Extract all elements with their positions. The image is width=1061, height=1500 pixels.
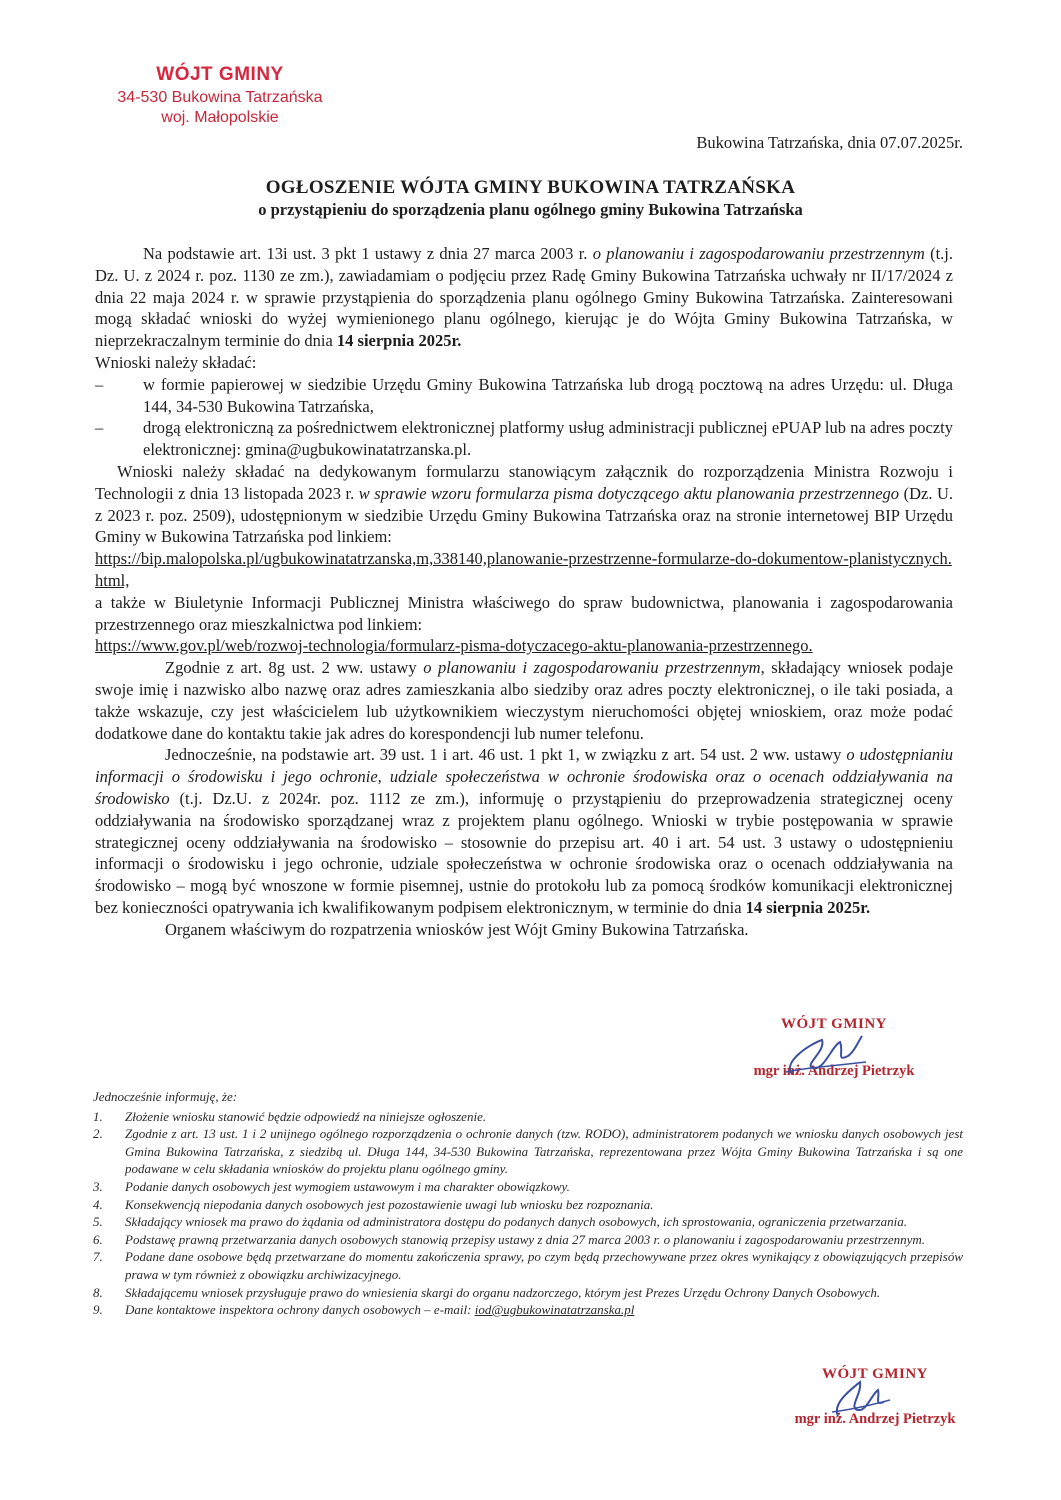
- act-title: o planowaniu i zagospodarowaniu przestrzennym: [423, 658, 761, 678]
- text-span: , składający wniosek podaje swoje imię i nazwisko albo nazwę oraz adres zamieszkania albo siedziby oraz adres poczty elektronicznej, o ile taki posiada, a także wskazuje, czy jest właścicielem lub użytkownikiem wieczystym nieruchomości objętej wnioskiem, oraz może podać dodatkowe dane do kontaktu takie jak adres do korespondencji lub numer telefonu.: [95, 658, 954, 743]
- text-span: Jednocześnie, na podstawie art. 39 ust. 1 i art. 46 ust. 1 pkt 1, w związku z art. 54 ust. 2 ww. ustawy: [165, 745, 847, 765]
- data-protection-notes: [93, 1088, 963, 1319]
- deadline: 14 sierpnia 2025r.: [336, 331, 462, 351]
- list-item: [93, 1178, 963, 1196]
- item-text: Złożenie wniosku stanowić będzie odpowiedź na niniejsze ogłoszenie.: [125, 1108, 487, 1124]
- bullet-dash: –: [95, 418, 104, 438]
- document-title: OGŁOSZENIE WÓJTA GMINY BUKOWINA TATRZAŃSKA: [265, 177, 796, 198]
- text-span: Wnioski należy składać na dedykowanym formularzu stanowiącym załącznik do rozporządzenia Ministra Rozwoju i Technologii z dnia 13 listopada 2023 r.: [95, 461, 953, 503]
- text-span: (Dz. U. z 2023 r. poz. 2509), udostępnionym w siedzibie Urzędu Gminy Bukowina Tatrzańska oraz na stronie internetowej BIP Urzędu Gminy w Bukowina Tatrzańska pod linkiem:: [95, 483, 954, 547]
- list-item-text: drogą elektroniczną za pośrednictwem elektronicznej platformy usług administracji publicznej ePUAP lub na adres poczty elektronicznej: gmina@ugbukowinatatrzanska.pl.: [143, 418, 953, 460]
- document-body: [95, 243, 953, 941]
- list-item: [93, 1125, 963, 1178]
- list-item: [95, 417, 953, 461]
- text-span: (t.j. Dz.U. z 2024r. poz. 1112 ze zm.), informuję o przystąpieniu do przeprowadzenia strategicznej oceny oddziaływania na środowisko sporządzanej wraz z projektem planu ogólnego. Wnioski w trybie postępowania w sprawie strategicznej oceny oddziaływania na środowisko – stosownie do przepisu art. 40 i art. 54 ust. 3 ustawy o udostępnieniu informacji o środowisku i jego ochronie, udziale społeczeństwa w ochronie środowiska oraz o ocenach oddziaływania na środowisko – mogą być wnoszone w formie pisemnej, ustnie do protokołu lub za pomocą środków komunikacji elektronicznej bez konieczności opatrywania ich kwalifikowanym podpisem elektronicznym, w terminie do dnia: [95, 788, 953, 917]
- signature-name: mgr inż. Andrzej Pietrzyk: [753, 1063, 915, 1079]
- item-number: 8.: [93, 1284, 103, 1300]
- item-number: 5.: [93, 1214, 103, 1230]
- notes-list: [93, 1108, 963, 1319]
- notes-intro: Jednocześnie informuję, że:: [93, 1089, 238, 1104]
- text-span: Na podstawie art. 13i ust. 3 pkt 1 ustawy z dnia 27 marca 2003 r.: [143, 244, 593, 263]
- iod-email-link[interactable]: iod@ugbukowinatatrzanska.pl: [474, 1302, 635, 1318]
- item-text: Konsekwencją niepodania danych osobowych jest pozostawienie uwagi lub wniosku bez rozpoznania.: [125, 1196, 654, 1212]
- signature-title: WÓJT GMINY: [781, 1016, 887, 1032]
- document-date: Bukowina Tatrzańska, dnia 07.07.2025r.: [696, 133, 963, 152]
- document-heading: [0, 176, 1061, 220]
- bip-link[interactable]: https://bip.malopolska.pl/ugbukowinatatrzanska,m,338140,planowanie-przestrzenne-formularze-do-dokumentow-planistycznych.html,: [95, 549, 952, 590]
- paragraph-1-ending: Wnioski należy składać:: [95, 352, 257, 372]
- item-number: 3.: [93, 1178, 103, 1194]
- item-number: 7.: [93, 1249, 103, 1265]
- list-item: [95, 374, 953, 418]
- item-number: 2.: [93, 1126, 103, 1142]
- signature-block-bottom: [780, 1366, 970, 1428]
- document-subtitle: o przystąpieniu do sporządzenia planu ogólnego gminy Bukowina Tatrzańska: [258, 200, 803, 219]
- item-text: [125, 1301, 785, 1319]
- act-title: w sprawie wzoru formularza pisma dotyczącego aktu planowania przestrzennego: [358, 483, 900, 503]
- text-span: Zgodnie z art. 8g ust. 2 ww. ustawy: [165, 658, 424, 678]
- paragraph-6: Organem właściwym do rozpatrzenia wniosków jest Wójt Gminy Bukowina Tatrzańska.: [165, 919, 749, 939]
- paragraph-3: a także w Biuletynie Informacji Publicznej Ministra właściwego do spraw budownictwa, planowania i zagospodarowania przestrzennego oraz mieszkalnictwa pod linkiem:: [95, 592, 953, 634]
- item-number: 9.: [93, 1302, 103, 1318]
- bullet-dash: –: [95, 374, 104, 394]
- item-number: 4.: [93, 1196, 103, 1212]
- paragraph-2: [95, 461, 953, 548]
- gov-link[interactable]: https://www.gov.pl/web/rozwoj-technologia/formularz-pisma-dotyczacego-aktu-planowania-przestrzennego.: [95, 636, 813, 656]
- text-span: Dane kontaktowe inspektora ochrony danych osobowych – e-mail:: [125, 1302, 475, 1318]
- handwritten-signature-icon: [762, 1022, 872, 1082]
- act-title: o planowaniu i zagospodarowaniu przestrzennym: [592, 244, 925, 263]
- list-item: [93, 1231, 963, 1249]
- list-item: [93, 1301, 963, 1319]
- item-number: 1.: [93, 1108, 103, 1124]
- letterhead-address: 34-530 Bukowina Tatrzańska: [117, 89, 323, 106]
- list-item: [93, 1284, 963, 1302]
- item-text: Zgodnie z art. 13 ust. 1 i 2 unijnego ogólnego rozporządzenia o ochronie danych (tzw. RODO), administratorem podanych we wniosku danych osobowych jest Gmina Bukowina Tatrzańska, z siedzibą ul. Długa 144, 34-530 Bukowina Tatrzańska, reprezentowana przez Wójta Gminy Bukowina Tatrzańska i są one podawane w celu składania wniosków do projektu planu ogólnego gminy.: [125, 1126, 963, 1177]
- list-item: [93, 1108, 963, 1126]
- letterhead-title: WÓJT GMINY: [156, 64, 284, 85]
- item-number: 6.: [93, 1231, 103, 1247]
- paragraph-4: [95, 657, 953, 744]
- signature-name: mgr inż. Andrzej Pietrzyk: [794, 1411, 956, 1427]
- list-item: [93, 1196, 963, 1214]
- item-text: Składający wniosek ma prawo do żądania od administratora dostępu do podanych danych osobowych, ich sprostowania, ograniczenia przetwarzania.: [125, 1214, 908, 1230]
- letterhead: [0, 62, 440, 128]
- item-text: Podanie danych osobowych jest wymogiem ustawowym i ma charakter obowiązkowy.: [125, 1178, 570, 1194]
- text-span: (t.j. Dz. U. z 2024 r. poz. 1130 ze zm.), zawiadamiam o podjęciu przez Radę Gminy Bukowina Tatrzańska uchwały nr II/17/2024 z dnia 22 maja 2024 r. w sprawie przystąpienia do sporządzenia planu ogólnego Gminy Bukowina Tatrzańska. Zainteresowani mogą składać wnioski do wyżej wymienionego planu ogólnego, kierując je do Wójta Gminy Bukowina Tatrzańska, w nieprzekraczalnym terminie do dnia: [95, 244, 954, 351]
- item-text: Podstawę prawną przetwarzania danych osobowych stanowią przepisy ustawy z dnia 27 marca 2003 r. o planowaniu i zagospodarowaniu przestrzennym.: [125, 1231, 926, 1247]
- deadline: 14 sierpnia 2025r.: [745, 897, 871, 917]
- signature-title: WÓJT GMINY: [822, 1366, 928, 1382]
- list-item: [93, 1213, 963, 1231]
- list-item-text: w formie papierowej w siedzibie Urzędu Gminy Bukowina Tatrzańska lub drogą pocztową na adres Urzędu: ul. Długa 144, 34-530 Bukowina Tatrzańska,: [143, 374, 953, 416]
- letterhead-region: woj. Małopolskie: [161, 109, 279, 126]
- paragraph-1: [95, 243, 953, 352]
- item-text: Podane dane osobowe będą przetwarzane do momentu zakończenia sprawy, po czym będą przechowywane przez okres wynikający z obowiązujących przepisów prawa w tym również z obowiązku archiwizacyjnego.: [125, 1249, 963, 1282]
- item-text: Składającemu wniosek przysługuje prawo do wniesienia skargi do organu nadzorczego, którym jest Prezes Urzędu Ochrony Danych Osobowych.: [125, 1284, 881, 1300]
- signature-block: [744, 1016, 924, 1080]
- paragraph-5: [95, 744, 953, 918]
- act-title: o udostępnianiu informacji o środowisku i jego ochronie, udziale społeczeństwa w ochronie środowiska oraz o ocenach oddziaływania na środowisko: [95, 745, 953, 808]
- list-item: [93, 1248, 963, 1283]
- handwritten-signature-icon: [798, 1372, 898, 1422]
